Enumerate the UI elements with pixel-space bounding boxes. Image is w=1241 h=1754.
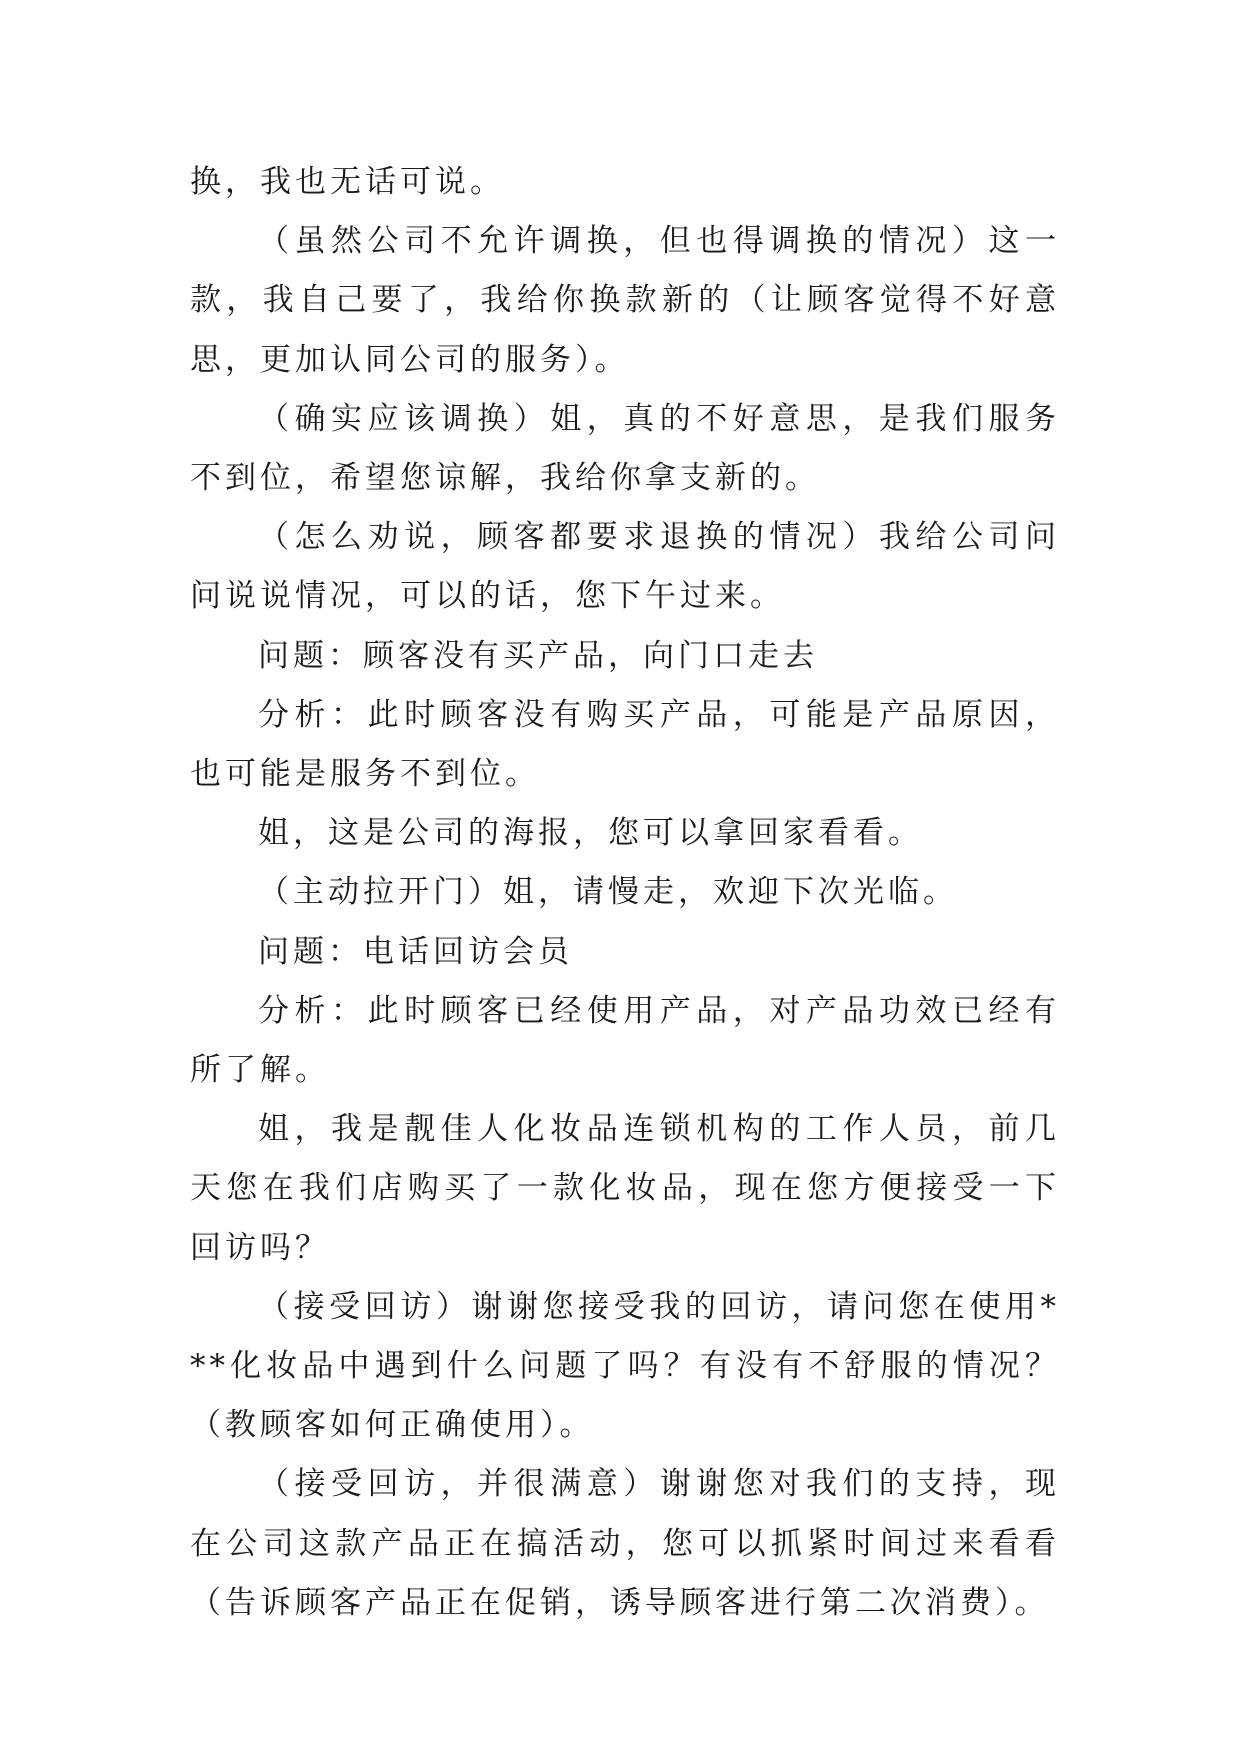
analysis-line: 分析：此时顾客没有购买产品，可能是产品原因，也可能是服务不到位。 xyxy=(190,696,1060,793)
question-line: 问题：电话回访会员 xyxy=(258,933,573,970)
paragraph: （怎么劝说，顾客都要求退换的情况）我给公司问问说说情况，可以的话，您下午过来。 xyxy=(190,519,1060,615)
question-line: 问题：顾客没有买产品，向门口走去 xyxy=(258,637,818,674)
analysis-line: 分析：此时顾客已经使用产品，对产品功效已经有所了解。 xyxy=(190,992,1060,1089)
paragraph: （确实应该调换）姐，真的不好意思，是我们服务不到位，希望您谅解，我给你拿支新的。 xyxy=(190,400,1060,497)
paragraph: 姐，我是靓佳人化妆品连锁机构的工作人员，前几天您在我们店购买了一款化妆品，现在您方便接受一下回访吗？ xyxy=(190,1111,1060,1266)
paragraph: （接受回访，并很满意）谢谢您对我们的支持，现在公司这款产品正在搞活动，您可以抓紧时间过来看看（告诉顾客产品正在促销，诱导顾客进行第二次消费）。 xyxy=(190,1466,1060,1621)
paragraph: （接受回访）谢谢您接受我的回访，请问您在使用***化妆品中遇到什么问题了吗？有没有不舒服的情况？（教顾客如何正确使用）。 xyxy=(190,1288,1060,1444)
paragraph: 姐，这是公司的海报，您可以拿回家看看。 xyxy=(258,815,923,852)
paragraph: （虽然公司不允许调换，但也得调换的情况）这一款，我自己要了，我给你换款新的（让顾客觉得不好意思，更加认同公司的服务）。 xyxy=(190,223,1060,378)
document-body xyxy=(190,153,1060,1633)
paragraph: 换，我也无话可说。 xyxy=(190,164,505,200)
paragraph: （主动拉开门）姐，请慢走，欢迎下次光临。 xyxy=(258,874,958,911)
